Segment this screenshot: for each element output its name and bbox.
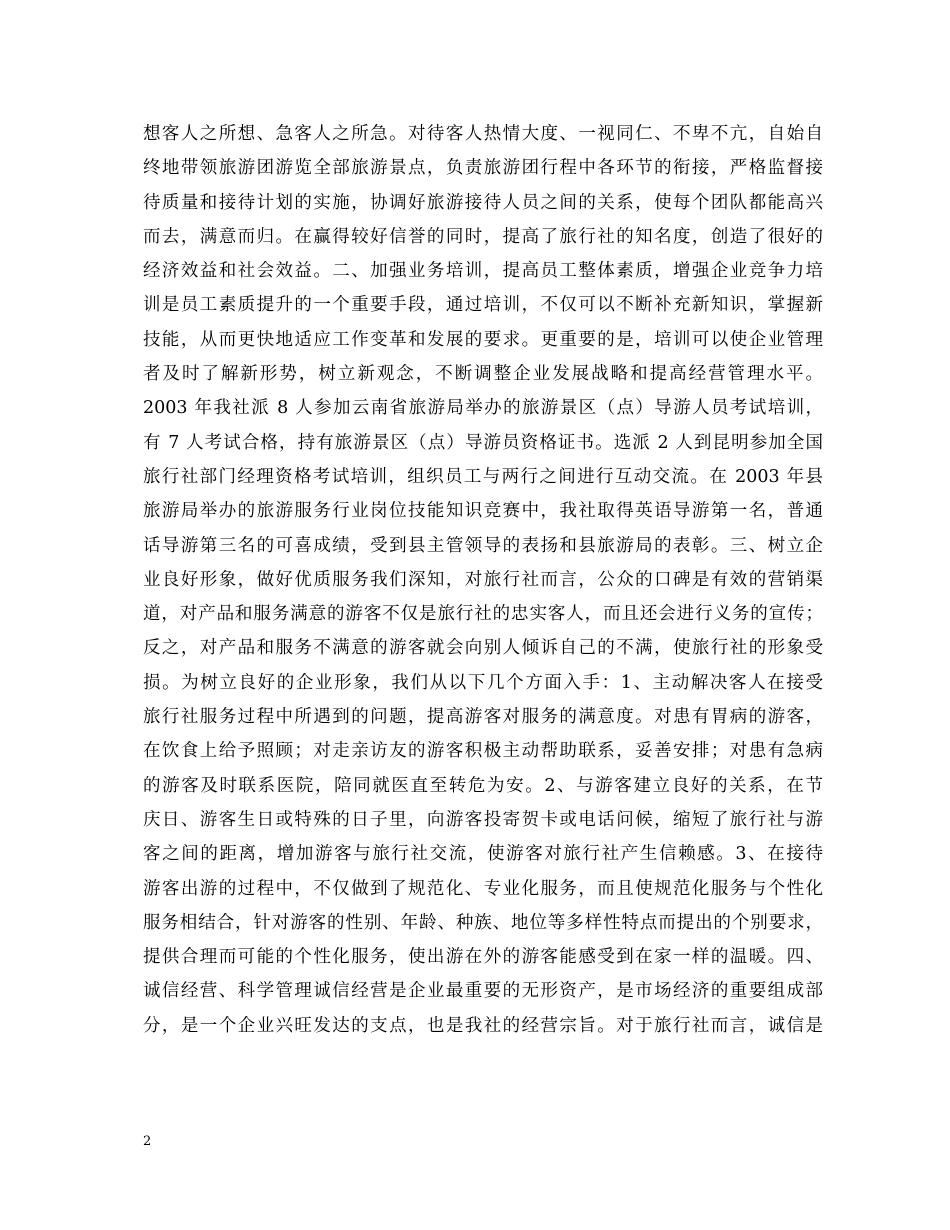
text-line: 的游客及时联系医院，陪同就医直至转危为安。2、与游客建立良好的关系，在节 <box>143 775 823 796</box>
body-text <box>143 117 823 1043</box>
text-line: 游客出游的过程中，不仅做到了规范化、专业化服务，而且使规范化服务与个性化 <box>143 878 823 899</box>
text-line: 经济效益和社会效益。二、加强业务培训，提高员工整体素质，增强企业竞争力培 <box>143 261 823 282</box>
text-line: 旅行社服务过程中所遇到的问题，提高游客对服务的满意度。对患有胃病的游客， <box>143 707 823 728</box>
text-line: 有 7 人考试合格，持有旅游景区（点）导游员资格证书。选派 2 人到昆明参加全国 <box>143 432 823 453</box>
text-line: 终地带领旅游团游览全部旅游景点，负责旅游团行程中各环节的衔接，严格监督接 <box>143 158 823 179</box>
text-line: 提供合理而可能的个性化服务，使出游在外的游客能感受到在家一样的温暖。四、 <box>143 947 823 968</box>
text-line: 而去，满意而归。在赢得较好信誉的同时，提高了旅行社的知名度，创造了很好的 <box>143 226 823 247</box>
text-line: 在饮食上给予照顾；对走亲访友的游客积极主动帮助联系，妥善安排；对患有急病 <box>143 741 823 762</box>
text-line: 服务相结合，针对游客的性别、年龄、种族、地位等多样性特点而提出的个别要求， <box>143 912 823 933</box>
text-line: 技能，从而更快地适应工作变革和发展的要求。更重要的是，培训可以使企业管理 <box>143 329 823 350</box>
text-line: 旅行社部门经理资格考试培训，组织员工与两行之间进行互动交流。在 2003 年县 <box>143 466 823 487</box>
text-line: 庆日、游客生日或特殊的日子里，向游客投寄贺卡或电话问候，缩短了旅行社与游 <box>143 809 823 830</box>
text-line: 者及时了解新形势，树立新观念，不断调整企业发展战略和提高经营管理水平。 <box>143 364 823 385</box>
text-line: 话导游第三名的可喜成绩，受到县主管领导的表扬和县旅游局的表彰。三、树立企 <box>143 535 823 556</box>
text-line: 2003 年我社派 8 人参加云南省旅游局举办的旅游景区（点）导游人员考试培训， <box>143 398 823 419</box>
text-line: 损。为树立良好的企业形象，我们从以下几个方面入手：1、主动解决客人在接受 <box>143 672 823 693</box>
text-line: 训是员工素质提升的一个重要手段，通过培训，不仅可以不断补充新知识，掌握新 <box>143 295 823 316</box>
text-line: 待质量和接待计划的实施，协调好旅游接待人员之间的关系，使每个团队都能高兴 <box>143 192 823 213</box>
text-line: 诚信经营、科学管理诚信经营是企业最重要的无形资产，是市场经济的重要组成部 <box>143 981 823 1002</box>
text-line: 反之，对产品和服务不满意的游客就会向别人倾诉自己的不满，使旅行社的形象受 <box>143 638 823 659</box>
text-line: 旅游局举办的旅游服务行业岗位技能知识竞赛中，我社取得英语导游第一名，普通 <box>143 501 823 522</box>
text-line: 分，是一个企业兴旺发达的支点，也是我社的经营宗旨。对于旅行社而言，诚信是 <box>143 1015 823 1036</box>
page-number: 2 <box>143 1134 152 1149</box>
text-line: 道，对产品和服务满意的游客不仅是旅行社的忠实客人，而且还会进行义务的宣传； <box>143 604 823 625</box>
text-line: 客之间的距离，增加游客与旅行社交流，使游客对旅行社产生信赖感。3、在接待 <box>143 844 823 865</box>
text-line: 业良好形象，做好优质服务我们深知，对旅行社而言，公众的口碑是有效的营销渠 <box>143 569 823 590</box>
text-line: 想客人之所想、急客人之所急。对待客人热情大度、一视同仁、不卑不亢，自始自 <box>143 124 823 144</box>
